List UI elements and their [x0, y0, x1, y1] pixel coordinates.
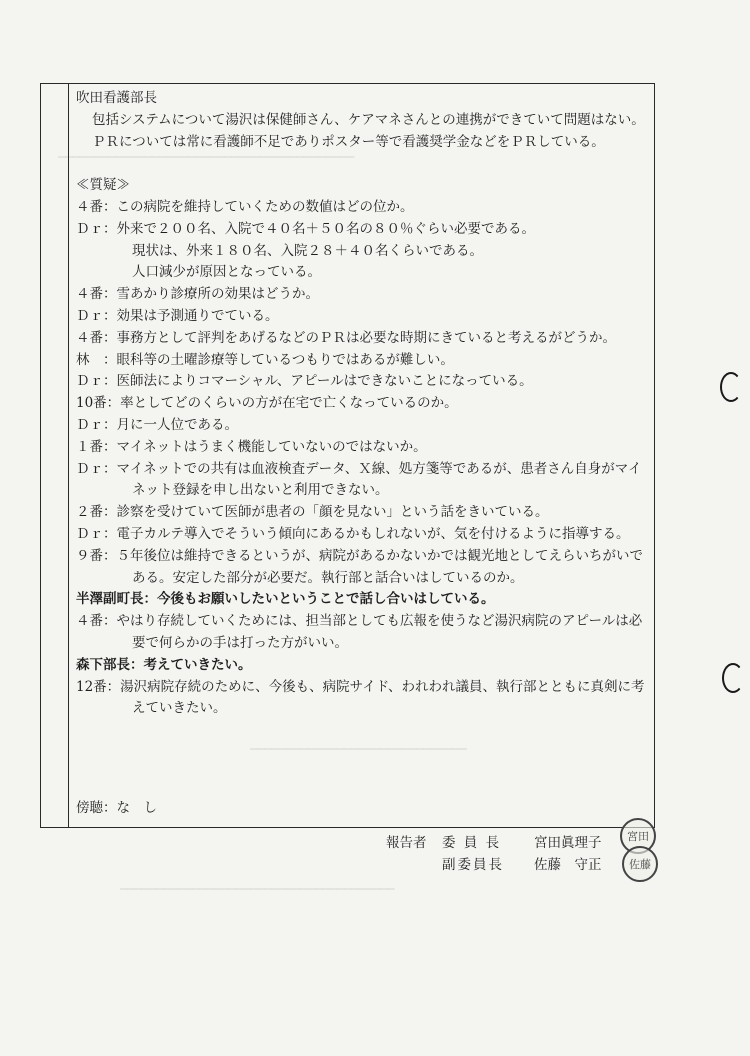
- reporter-row: [386, 832, 624, 854]
- qa-entry: 林 ：眼科等の土曜診療等しているつもりではあるが難しい。: [76, 351, 454, 368]
- qa-continuation: 人口減少が原因となっている。: [132, 264, 321, 281]
- qa-entry: Ｄｒ：外来で２００名、入院で４０名＋５０名の８０％ぐらい必要である。: [76, 220, 535, 237]
- qa-entry: Ｄｒ：月に一人位である。: [76, 416, 238, 433]
- qa-entry: Ｄｒ：医師法によりコマーシャル、アピールはできないことになっている。: [76, 373, 533, 390]
- qa-entry: ４番：この病院を維持していくための数値はどの位か。: [76, 198, 414, 215]
- reporter-name: 宮田眞理子: [534, 835, 602, 851]
- margin-divider: [68, 83, 69, 828]
- reporter-label: 報告者: [386, 835, 427, 851]
- reporter-label: [386, 854, 442, 876]
- audience-line: 傍聴：な し: [76, 800, 157, 817]
- name-seal-stamp: 宮田: [620, 818, 656, 854]
- reporter-block: [386, 832, 624, 876]
- qa-entry: 10番：率としてどのくらいの方が在宅で亡くなっているのか。: [76, 395, 458, 412]
- speaker-heading: 吹田看護部長: [76, 90, 157, 106]
- statement-paragraph: 包括システムについて湯沢は保健師さん、ケアマネさんとの連携ができていて問題はない。ＰＲについては常に看護師不足でありポスター等で看護奨学金などをＰＲしている。: [92, 111, 645, 150]
- punch-hole-mark: [722, 663, 744, 693]
- qa-entry: ４番：やはり存続していくためには、担当部としても広報を使うなど湯沢病院のアピールは必要で何らかの手は打った方がいい。: [76, 613, 643, 651]
- qa-entry: ２番：診察を受けていて医師が患者の「顔を見ない」という話をきいている。: [76, 504, 549, 521]
- qa-entry: 半澤副町長：今後もお願いしたいということで話し合いはしている。: [76, 591, 495, 608]
- bleed-through-text: ━━━━━━━━━━━━━━━━━━━━━━━━━━━━━━: [250, 742, 467, 756]
- bleed-through-text: ━━━━━━━━━━━━━━━━━━━━━━━━━━━━━━━━━━━━━━━━━: [58, 150, 355, 164]
- spacer: [76, 720, 646, 798]
- qa-entry: ９番：５年後位は維持できるというが、病院があるかないかでは観光地としてえらいちがいである。安定した部分が必要だ。執行部と話合いはしているのか。: [76, 547, 643, 586]
- qa-entry: ４番：雪あかり診療所の効果はどうか。: [76, 286, 319, 303]
- name-seal-stamp: 佐藤: [622, 846, 658, 882]
- qa-entry: Ｄｒ：効果は予測通りでている。: [76, 307, 279, 324]
- qa-continuation: 現状は、外来１８０名、入院２８＋４０名くらいである。: [132, 242, 483, 259]
- punch-hole-mark: [720, 372, 742, 402]
- reporter-row: [386, 854, 624, 876]
- qa-entry: １番：マイネットはうまく機能していないのではないか。: [76, 438, 427, 455]
- qa-entry: Ｄｒ：電子カルテ導入でそういう傾向にあるかもしれないが、気を付けるように指導する。: [76, 525, 630, 542]
- qa-entry: 森下部長：考えていきたい。: [76, 656, 252, 673]
- qa-entry: Ｄｒ：マイネットでの共有は血液検査データ、Ｘ線、処方箋等であるが、患者さん自身がマイネット登録を申し出ないと利用できない。: [76, 460, 642, 499]
- reporter-title: 副委員長: [442, 857, 504, 873]
- qa-entry: 12番：湯沢病院存続のために、今後も、病院サイド、われわれ議員、執行部とともに真剣に考えていきたい。: [76, 678, 645, 717]
- section-title: ≪質疑≫: [76, 177, 130, 194]
- qa-entry: ４番：事務方として評判をあげるなどのＰＲは必要な時期にきていると考えるがどうか。: [76, 329, 616, 346]
- spacer: [76, 153, 646, 175]
- bleed-through-text: ━━━━━━━━━━━━━━━━━━━━━━━━━━━━━━━━━━━━━━: [120, 882, 395, 896]
- reporter-name: 佐藤 守正: [534, 857, 602, 873]
- minutes-body: [76, 88, 646, 820]
- reporter-title: 委 員 長: [442, 835, 502, 851]
